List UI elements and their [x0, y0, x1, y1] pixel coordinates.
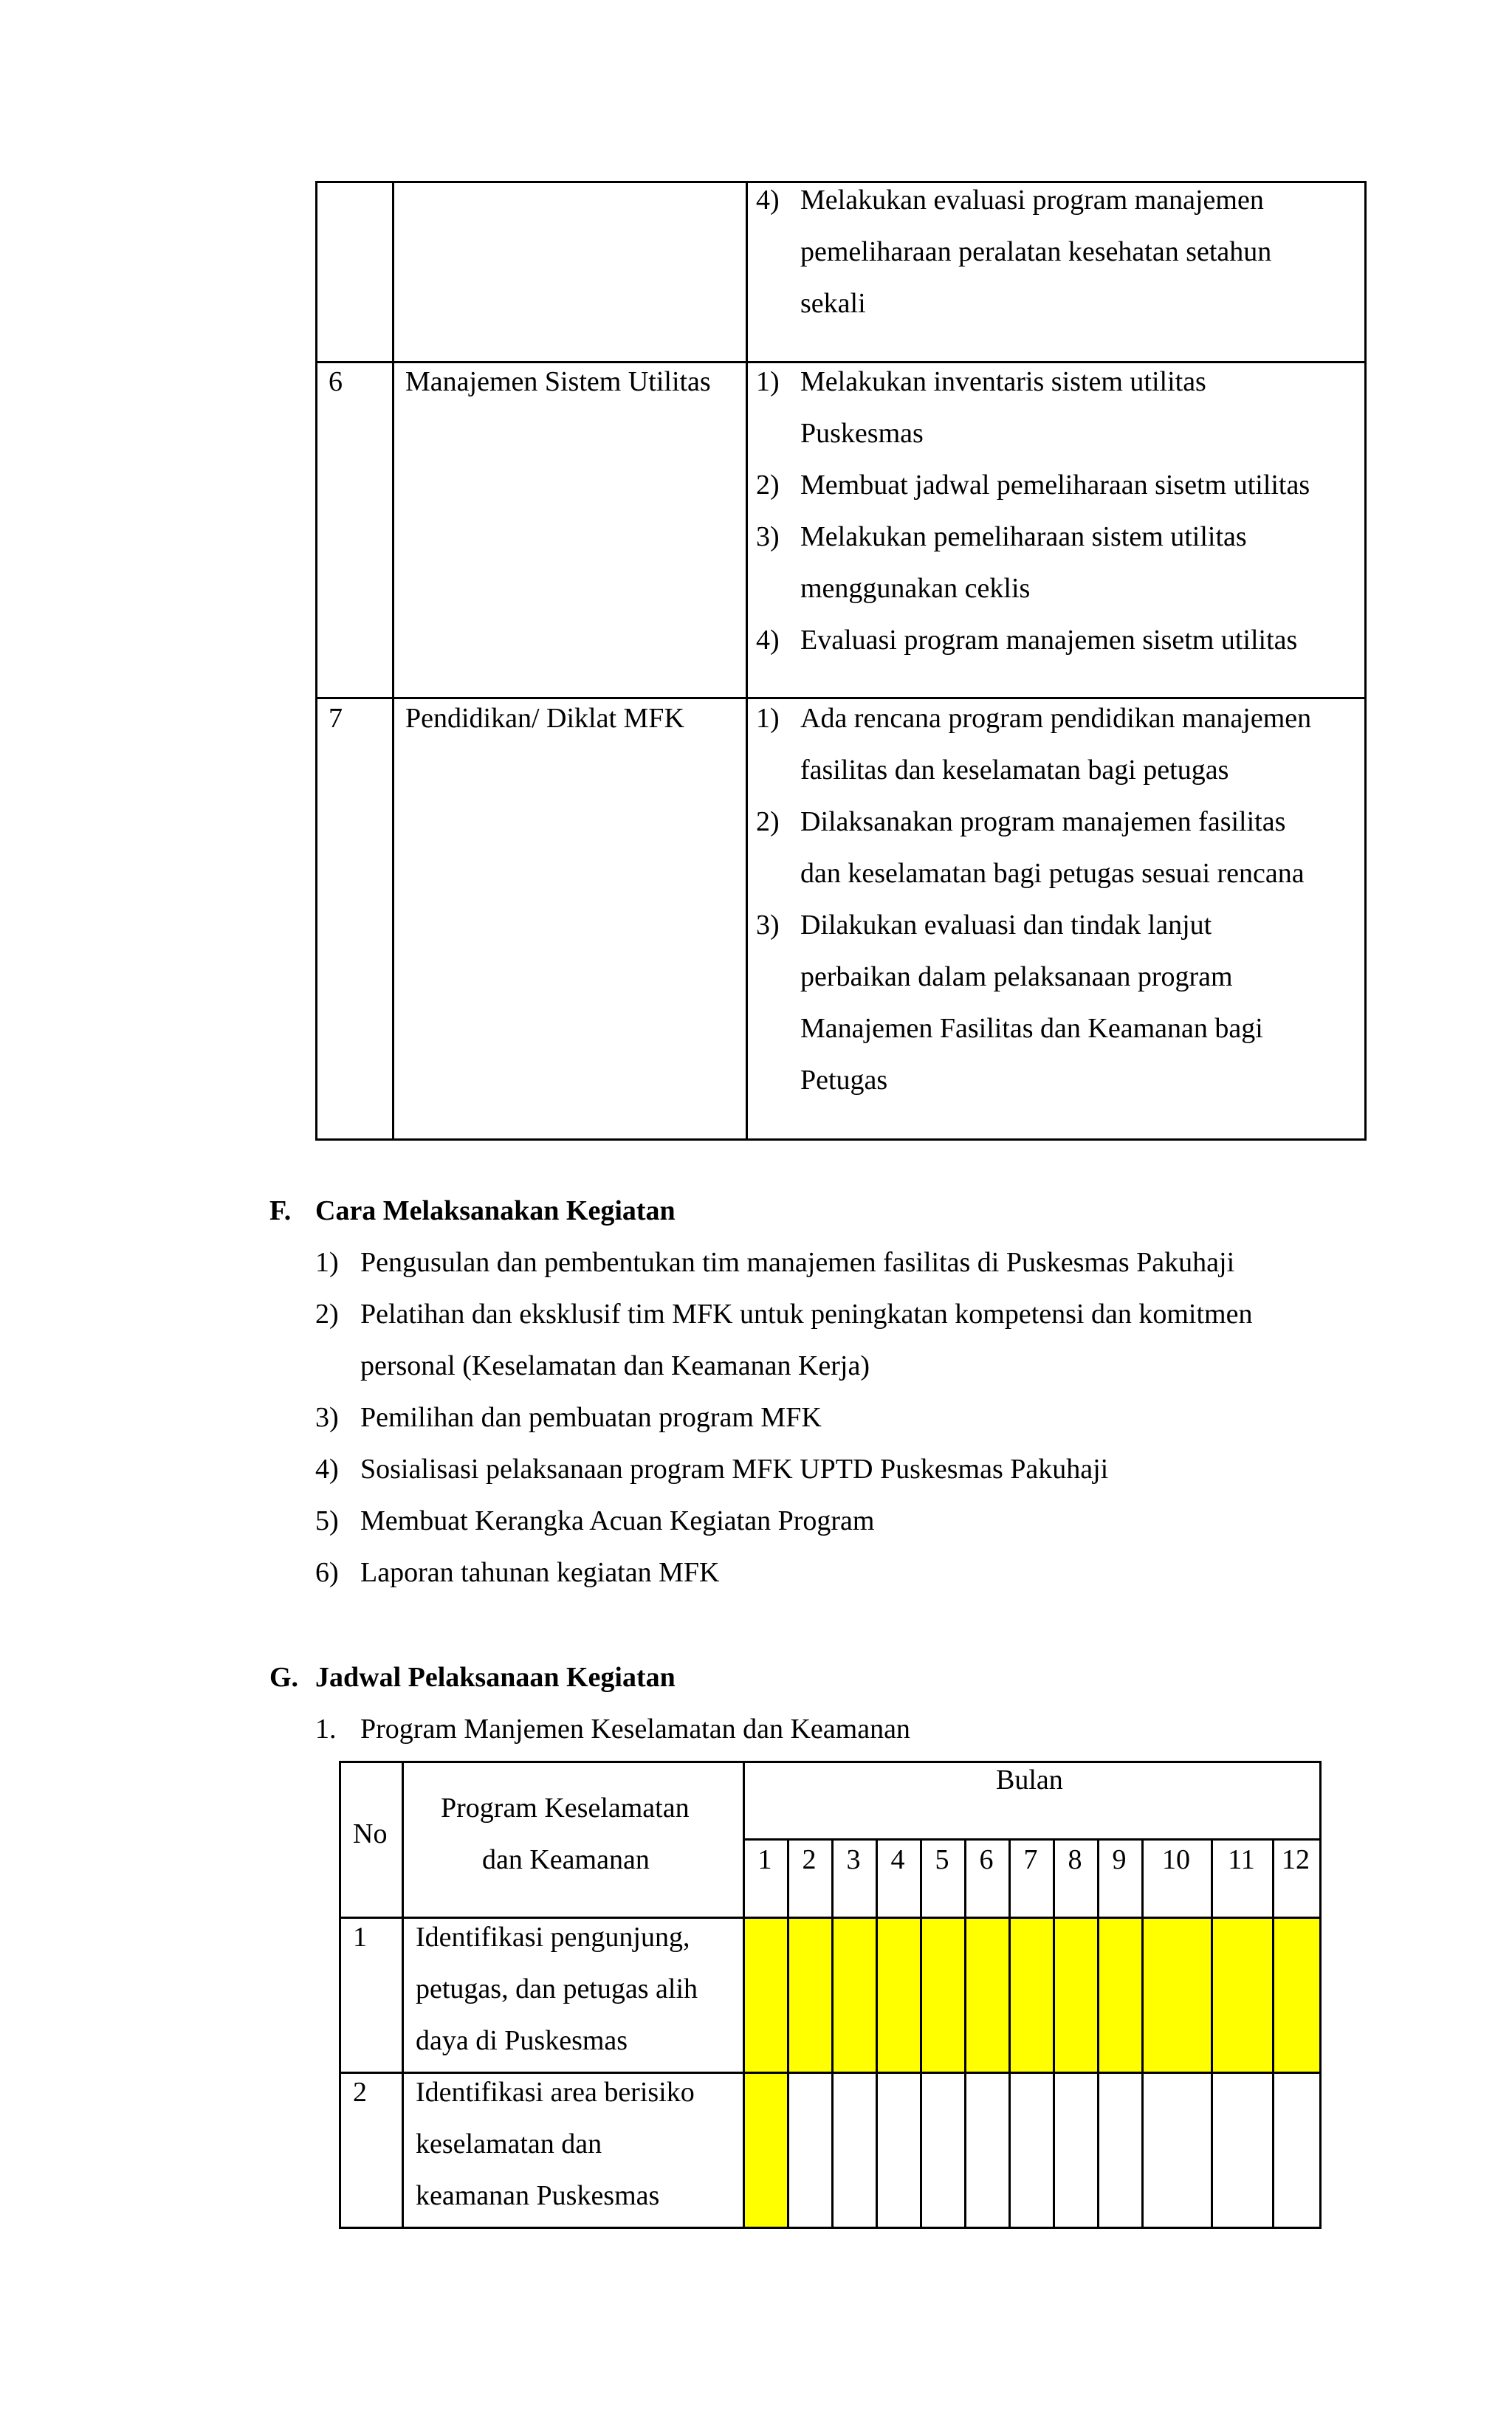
month-divider [876, 1838, 878, 2229]
month-label: 4 [890, 1844, 905, 1875]
month-label: 1 [757, 1844, 772, 1875]
table1-row-number: 6 [329, 366, 343, 397]
table1-item-line: Puskesmas [800, 418, 924, 449]
schedule-row-activity: keamanan Puskesmas [416, 2180, 660, 2211]
table1-border-top [315, 181, 1367, 183]
table2-border-bulan [743, 1838, 1319, 1841]
table1-item-number: 1) [756, 366, 780, 397]
list-item-number: 1) [315, 1247, 339, 1278]
table1-row-number: 7 [329, 703, 343, 734]
list-item-text: Sosialisasi pelaksanaan program MFK UPTD Puskesmas Pakuhaji [360, 1454, 1109, 1485]
schedule-cell-active [876, 1917, 920, 2072]
month-divider [1211, 1838, 1213, 2229]
table2-border-col-program [743, 1761, 745, 2229]
table1-item-number: 2) [756, 470, 780, 501]
month-divider [964, 1838, 966, 2229]
schedule-row-number: 2 [353, 2077, 367, 2108]
schedule-cell-active [1141, 1917, 1211, 2072]
table1-item-line: pemeliharaan peralatan kesehatan setahun [800, 236, 1272, 267]
table1-item-line: dan keselamatan bagi petugas sesuai rencana [800, 858, 1305, 889]
header-no: No [353, 1818, 388, 1849]
list-item-text: Pelatihan dan eksklusif tim MFK untuk peningkatan kompetensi dan komitmen [360, 1299, 1253, 1330]
table1-item-line: Ada rencana program pendidikan manajemen [800, 703, 1312, 734]
table1-item-line: Melakukan evaluasi program manajemen [800, 185, 1264, 216]
section-title: Jadwal Pelaksanaan Kegiatan [315, 1662, 676, 1693]
table2-border-top [339, 1761, 1319, 1763]
schedule-row-activity: Identifikasi area berisiko [416, 2077, 695, 2108]
table2-border-right [1319, 1761, 1322, 2229]
month-label: 8 [1068, 1844, 1082, 1875]
list-item-text: Laporan tahunan kegiatan MFK [360, 1557, 720, 1588]
table1-item-line: Evaluasi program manajemen sisetm utilitas [800, 625, 1298, 656]
list-item-text: personal (Keselamatan dan Keamanan Kerja) [360, 1350, 870, 1381]
table1-border-row1 [315, 361, 1367, 363]
schedule-cell-active [1211, 1917, 1272, 2072]
schedule-cell-active [743, 1917, 787, 2072]
table2-border-row1 [339, 2072, 1319, 2074]
list-item-text: Pemilihan dan pembuatan program MFK [360, 1402, 822, 1433]
table1-border-col2 [746, 181, 748, 1141]
header-bulan: Bulan [996, 1764, 1063, 1796]
list-item-number: 5) [315, 1505, 339, 1536]
table1-border-row2 [315, 697, 1367, 699]
table1-item-line: menggunakan ceklis [800, 573, 1031, 604]
table1-row-program: Pendidikan/ Diklat MFK [405, 703, 684, 734]
month-divider [831, 1838, 834, 2229]
list-item-text: Pengusulan dan pembentukan tim manajemen fasilitas di Puskesmas Pakuhaji [360, 1247, 1235, 1278]
month-label: 12 [1282, 1844, 1310, 1875]
schedule-cell-active [743, 2072, 787, 2227]
schedule-row-number: 1 [353, 1922, 367, 1953]
schedule-cell-active [920, 1917, 964, 2072]
month-label: 2 [802, 1844, 817, 1875]
month-label: 7 [1023, 1844, 1038, 1875]
table1-item-line: perbaikan dalam pelaksanaan program [800, 961, 1233, 992]
section-title: Cara Melaksanakan Kegiatan [315, 1195, 676, 1226]
table1-border-bottom [315, 1138, 1367, 1141]
table1-item-line: sekali [800, 288, 866, 319]
table1-item-line: Dilakukan evaluasi dan tindak lanjut [800, 910, 1212, 941]
table1-item-number: 3) [756, 910, 780, 941]
month-label: 10 [1162, 1844, 1190, 1875]
schedule-row-activity: Identifikasi pengunjung, [416, 1922, 690, 1953]
schedule-cell-active [1053, 1917, 1097, 2072]
section-letter: F. [269, 1195, 292, 1226]
table1-item-line: fasilitas dan keselamatan bagi petugas [800, 755, 1229, 786]
subsection-number: 1. [315, 1714, 337, 1745]
list-item-text: Membuat Kerangka Acuan Kegiatan Program [360, 1505, 875, 1536]
table1-item-number: 3) [756, 521, 780, 552]
month-divider [920, 1838, 922, 2229]
schedule-cell-active [831, 1917, 876, 2072]
table2-border-bottom [339, 2227, 1319, 2229]
subsection-title: Program Manjemen Keselamatan dan Keamanan [360, 1714, 910, 1745]
month-label: 11 [1228, 1844, 1255, 1875]
table1-item-number: 1) [756, 703, 780, 734]
header-program: dan Keamanan [482, 1844, 650, 1875]
table1-item-number: 2) [756, 806, 780, 837]
schedule-row-activity: keselamatan dan [416, 2128, 602, 2159]
table2-border-col-no [402, 1761, 404, 2229]
table1-item-line: Melakukan inventaris sistem utilitas [800, 366, 1206, 397]
schedule-row-activity: petugas, dan petugas alih [416, 1973, 698, 2004]
month-label: 3 [846, 1844, 861, 1875]
list-item-number: 2) [315, 1299, 339, 1330]
month-label: 5 [935, 1844, 949, 1875]
table1-item-line: Manajemen Fasilitas dan Keamanan bagi [800, 1013, 1263, 1044]
month-label: 6 [979, 1844, 994, 1875]
table1-border-left [315, 181, 317, 1141]
schedule-cell-active [1272, 1917, 1319, 2072]
schedule-row-activity: daya di Puskesmas [416, 2025, 628, 2056]
table1-border-right [1364, 181, 1367, 1141]
table2-border-header [339, 1917, 1319, 1919]
table1-item-line: Dilaksanakan program manajemen fasilitas [800, 806, 1286, 837]
schedule-cell-active [787, 1917, 831, 2072]
table1-row-program: Manajemen Sistem Utilitas [405, 366, 711, 397]
month-divider [1053, 1838, 1055, 2229]
month-divider [1008, 1838, 1011, 2229]
table1-item-line: Membuat jadwal pemeliharaan sisetm utilitas [800, 470, 1310, 501]
table1-border-col1 [392, 181, 394, 1141]
section-letter: G. [269, 1662, 299, 1693]
table2-border-left [339, 1761, 341, 2229]
list-item-number: 6) [315, 1557, 339, 1588]
header-program: Program Keselamatan [441, 1793, 690, 1824]
table1-item-line: Melakukan pemeliharaan sistem utilitas [800, 521, 1247, 552]
schedule-cell-active [964, 1917, 1008, 2072]
month-label: 9 [1112, 1844, 1127, 1875]
month-divider [1097, 1838, 1099, 2229]
schedule-cell-active [1097, 1917, 1141, 2072]
table1-item-number: 4) [756, 625, 780, 656]
schedule-cell-active [1008, 1917, 1053, 2072]
list-item-number: 3) [315, 1402, 339, 1433]
table1-item-number: 4) [756, 185, 780, 216]
month-divider [1141, 1838, 1144, 2229]
month-divider [787, 1838, 789, 2229]
table1-item-line: Petugas [800, 1065, 888, 1096]
list-item-number: 4) [315, 1454, 339, 1485]
month-divider [1272, 1838, 1274, 2229]
